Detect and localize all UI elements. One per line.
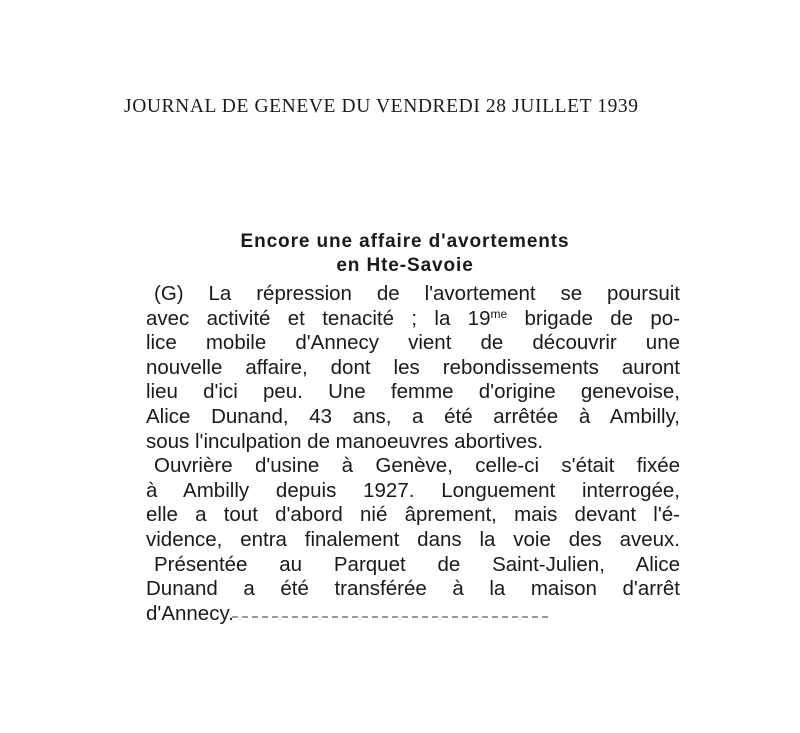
article-body — [146, 282, 680, 626]
article-line: elle a tout d'abord nié âprement, mais devant l'é- — [146, 503, 680, 527]
article-line: nouvelle affaire, dont les rebondissements auront — [146, 355, 680, 379]
article-line: lice mobile d'Annecy vient de découvrir une — [146, 331, 680, 355]
ordinal-suffix: me — [490, 306, 508, 321]
article-end-rule — [232, 616, 548, 618]
article-line — [146, 307, 680, 332]
article-line: lieu d'ici peu. Une femme d'origine genevoise, — [146, 380, 680, 404]
headline-line-1: Encore une affaire d'avortements — [240, 231, 570, 252]
article-line: à Ambilly depuis 1927. Longuement interrogée, — [146, 478, 680, 502]
article-line: (G) La répression de l'avortement se poursuit — [154, 282, 680, 305]
article-line: Dunand a été transférée à la maison d'arrêt — [146, 577, 680, 601]
article-line: vidence, entra finalement dans la voie des aveux. — [146, 527, 680, 551]
article-line-part: avec activité et tenacité ; la 19 — [146, 306, 491, 330]
article-line: d'Annecy. — [146, 601, 234, 625]
article-line: Ouvrière d'usine à Genève, celle-ci s'était fixée — [154, 454, 680, 478]
article-line: sous l'inculpation de manoeuvres abortives. — [146, 429, 544, 453]
article-line: Alice Dunand, 43 ans, a été arrêtée à Ambilly, — [146, 404, 680, 428]
article-line: Présentée au Parquet de Saint-Julien, Alice — [154, 552, 680, 576]
article-line-part: brigade de po- — [507, 306, 680, 330]
headline-line-2: en Hte-Savoie — [336, 255, 474, 276]
newspaper-masthead: JOURNAL DE GENEVE DU VENDREDI 28 JUILLET 1939 — [124, 96, 639, 117]
article-headline — [150, 230, 660, 278]
